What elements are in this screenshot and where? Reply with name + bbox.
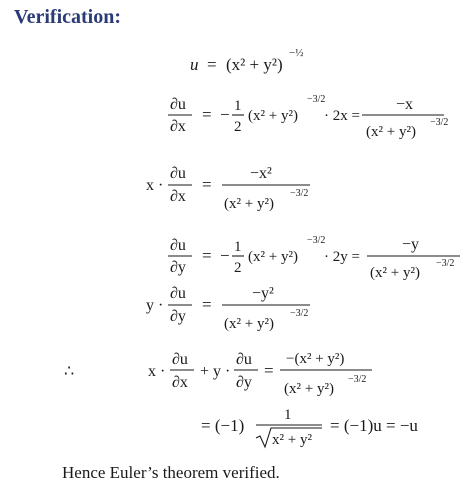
eq1-exponent: −½ (289, 47, 304, 59)
eq5-lhs-den: ∂y (170, 308, 186, 325)
eq7-radicand: x² + y² (272, 432, 312, 448)
eq3-frac-num: −x² (250, 165, 272, 182)
eq5-equals: = (202, 295, 212, 314)
eq4-exponent: −3/2 (307, 235, 326, 246)
eq4-lhs-den: ∂y (170, 259, 186, 276)
eq6-num1: ∂u (172, 351, 188, 368)
eq4-minus: − (220, 246, 230, 265)
eq5-frac-den: (x² + y²) (224, 316, 274, 332)
eq6-equals: = (264, 361, 274, 380)
eq4-coef-den: 2 (234, 260, 242, 276)
conclusion-text: Hence Euler’s theorem verified. (62, 463, 280, 482)
therefore-symbol: ∴ (64, 363, 75, 380)
eq3-equals: = (202, 175, 212, 194)
eq2-coef-num: 1 (234, 98, 242, 114)
eq2-frac-den: (x² + y²) (366, 124, 416, 140)
eq1-rhs: (x² + y²) (226, 55, 283, 74)
eq2-tail: · 2x = (324, 108, 360, 124)
eq1-equals: = (207, 55, 217, 74)
eq5-lhs-prefix: y · (146, 297, 164, 314)
eq6-num2: ∂u (236, 351, 252, 368)
eq3-lhs-den: ∂x (170, 188, 186, 205)
eq7-tail: = (−1)u = −u (330, 416, 418, 435)
eq7-frac-num: 1 (284, 407, 292, 423)
eq3-lhs-num: ∂u (170, 165, 186, 182)
eq3-frac-exp: −3/2 (290, 188, 309, 199)
eq6-frac-num: −(x² + y²) (286, 351, 345, 367)
eq2-minus: − (220, 105, 230, 124)
eq4-lhs-num: ∂u (170, 237, 186, 254)
eq2-lhs-den: ∂x (170, 118, 186, 135)
eq6-den2: ∂y (236, 374, 252, 391)
eq4-frac-num: −y (402, 236, 420, 253)
eq1-lhs: u (190, 55, 199, 74)
eq4-coef-num: 1 (234, 239, 242, 255)
eq6-lhs-prefix: x · (148, 363, 166, 380)
eq6-frac-den: (x² + y²) (284, 381, 334, 397)
section-heading: Verification: (14, 6, 122, 28)
eq2-term: (x² + y²) (248, 108, 298, 124)
eq4-term: (x² + y²) (248, 249, 298, 265)
eq2-coef-den: 2 (234, 119, 242, 135)
eq3-frac-den: (x² + y²) (224, 196, 274, 212)
eq7-lead: = (−1) (201, 416, 245, 435)
eq4-frac-exp: −3/2 (436, 258, 455, 269)
eq5-lhs-num: ∂u (170, 285, 186, 302)
eq2-frac-exp: −3/2 (430, 117, 449, 128)
eq5-frac-num: −y² (252, 285, 274, 302)
eq4-tail: · 2y = (324, 249, 360, 265)
eq4-equals: = (202, 246, 212, 265)
eq3-lhs-prefix: x · (146, 177, 164, 194)
eq2-frac-num: −x (396, 96, 414, 113)
eq6-frac-exp: −3/2 (348, 374, 367, 385)
eq5-frac-exp: −3/2 (290, 308, 309, 319)
eq6-plus: + y · (200, 363, 231, 380)
eq2-exponent: −3/2 (307, 94, 326, 105)
eq6-den1: ∂x (172, 374, 188, 391)
eq4-frac-den: (x² + y²) (370, 265, 420, 281)
eq2-lhs-num: ∂u (170, 96, 186, 113)
eq2-equals: = (202, 105, 212, 124)
